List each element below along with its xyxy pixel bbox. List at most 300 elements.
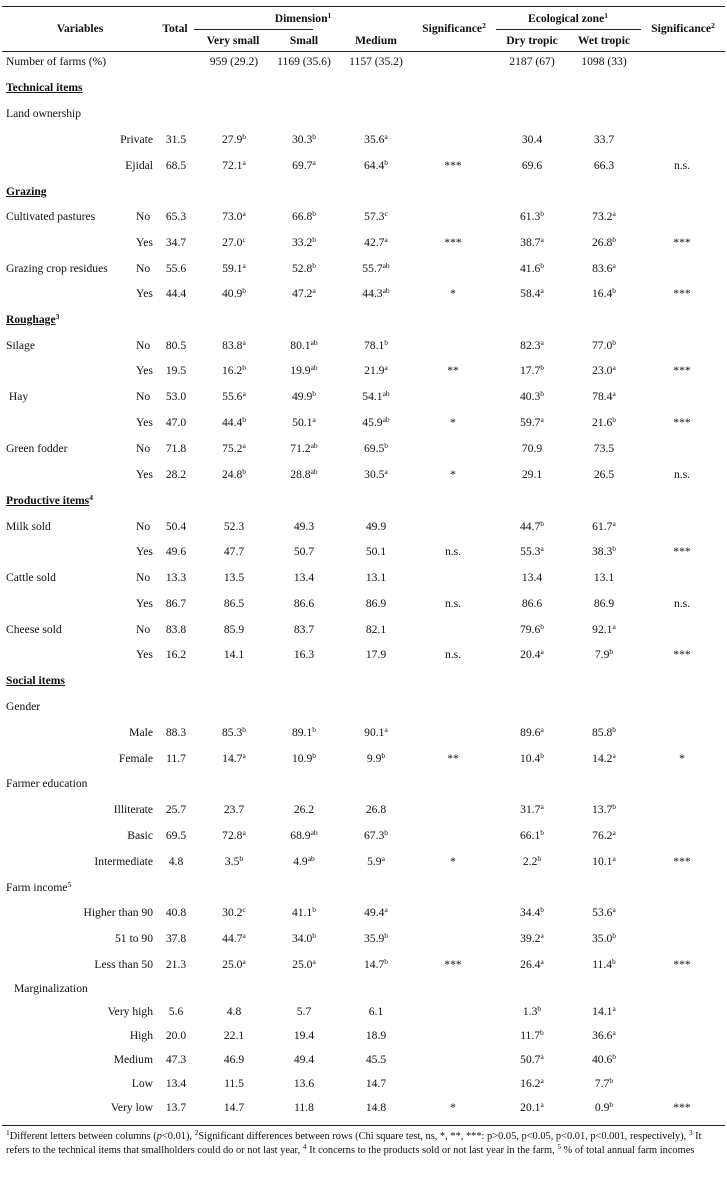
category-label: Yes [136, 597, 153, 610]
significance-letter: b [540, 389, 545, 398]
significance-letter: a [540, 1076, 544, 1085]
significance-letter: b [381, 751, 386, 760]
cell-sig2: *** [673, 648, 691, 661]
significance-letter: a [612, 1004, 616, 1013]
significance-letter: a [312, 415, 316, 424]
significance-letter: a [540, 415, 544, 424]
cell-md: 35.9$^b$ [363, 931, 389, 945]
cell-wet: 10.1$^a$ [592, 854, 616, 868]
category-label: No [136, 571, 151, 584]
significance-letter: a [381, 854, 385, 863]
significance-letter: ab [382, 261, 390, 270]
significance-letter: b [312, 261, 317, 270]
group-label: Marginalization [14, 982, 88, 995]
cell-wet: 11.4$^b$ [592, 957, 616, 971]
cell-tot: 49.6 [165, 545, 187, 558]
cell-wet: 23.0$^a$ [592, 363, 616, 377]
significance-letter: b [312, 725, 317, 734]
cell-tot: 25.7 [165, 803, 187, 816]
cell-sm: 11.8 [294, 1101, 314, 1114]
cell-wet: 16.4$^b$ [591, 286, 617, 300]
cell-tot: 44.4 [165, 287, 187, 300]
significance-letter: b [312, 389, 317, 398]
section-heading: Social items [6, 674, 65, 687]
significance-letter: a [612, 261, 616, 270]
cell-wet: 83.6$^a$ [592, 261, 616, 275]
category-label: Yes [136, 416, 153, 429]
significance-letter: a [612, 209, 616, 218]
significance-letter: c [242, 235, 246, 244]
cell-sig2: *** [673, 855, 691, 868]
significance-letter: b [540, 751, 545, 760]
cell-tot: 80.5 [165, 339, 187, 352]
cell-sm: 33.2$^b$ [291, 235, 317, 249]
significance-letter: b [612, 1052, 617, 1061]
significance-letter: b [540, 261, 545, 270]
cell-wet: 85.8$^b$ [591, 725, 617, 739]
cell-sm: 25.0$^a$ [292, 957, 316, 971]
cell-sig2: *** [673, 416, 691, 429]
significance-letter: ab [382, 415, 390, 424]
cell-vs: 46.9 [223, 1053, 245, 1066]
cell-sig: * [450, 855, 456, 868]
cell-dry: 26.4$^a$ [520, 957, 544, 971]
cell-md: 45.5 [365, 1053, 387, 1066]
cell-dry: 86.6 [521, 597, 543, 610]
cell-sm: 5.7 [296, 1005, 312, 1018]
significance-letter: a [612, 854, 616, 863]
header-medium: Medium [355, 34, 397, 47]
cell-sm: 71.2$^{ab}$ [290, 441, 318, 455]
cell-dry: 50.7$^a$ [520, 1052, 544, 1066]
cell-wet: 61.7$^a$ [592, 519, 616, 533]
significance-letter: b [540, 828, 545, 837]
significance-letter: a [612, 1028, 616, 1037]
significance-letter: a [384, 905, 388, 914]
significance-letter: b [612, 957, 616, 966]
cell-wet: 86.9 [593, 597, 615, 610]
cell-wet: 38.3$^b$ [591, 544, 617, 558]
cell-wet: 13.1 [593, 571, 615, 584]
cell-sig2: n.s. [673, 159, 691, 172]
section-heading: Technical items [6, 81, 83, 94]
significance-letter: b [612, 802, 617, 811]
significance-letter: a [312, 957, 316, 966]
significance-letter: b [609, 1100, 614, 1109]
category-label: Yes [136, 236, 153, 249]
category-label: Yes [136, 287, 153, 300]
cell-vs: 55.6$^a$ [222, 389, 246, 403]
cell-sig: *** [444, 236, 462, 249]
significance-letter: b [612, 544, 617, 553]
category-label: Less than 50 [94, 958, 153, 971]
significance-letter: a [612, 905, 616, 914]
cell-dry: 1.3$^b$ [522, 1004, 542, 1018]
variable-label: Silage [6, 339, 35, 352]
cell-sm: 26.2 [293, 803, 315, 816]
cell-vs: 24.8$^b$ [221, 467, 247, 481]
cell-sm: 50.1$^a$ [292, 415, 316, 429]
cell-tot: 88.3 [165, 726, 187, 739]
significance-letter: b [612, 415, 617, 424]
cell-sig: ** [447, 364, 459, 377]
cell-vs: 27.9$^b$ [221, 132, 247, 146]
cell-dry: 30.4 [521, 133, 543, 146]
cell-wet: 1098 (33) [581, 55, 627, 68]
category-label: Yes [136, 648, 153, 661]
cell-dry: 10.4$^b$ [519, 751, 545, 765]
cell-sig2: *** [673, 545, 691, 558]
variable-label: Cattle sold [6, 571, 56, 584]
cell-wet: 73.5 [593, 442, 615, 455]
group-label: Farm income$^5$ [6, 880, 72, 894]
cell-md: 86.9 [365, 597, 387, 610]
significance-letter: b [384, 931, 389, 940]
category-label: Yes [136, 468, 153, 481]
ecological-zone-underline [496, 29, 641, 30]
cell-sm: 4.9$^{ab}$ [293, 854, 315, 868]
significance-letter: a [242, 338, 246, 347]
significance-letter: b [612, 338, 617, 347]
cell-wet: 21.6$^b$ [591, 415, 617, 429]
significance-letter: b [540, 363, 545, 372]
significance-letter: a [540, 957, 544, 966]
header-dry-tropic: Dry tropic [506, 34, 558, 47]
cell-sm: 83.7 [293, 623, 315, 636]
cell-vs: 86.5 [223, 597, 245, 610]
category-label: Private [120, 133, 153, 146]
cell-wet: 92.1$^a$ [592, 622, 616, 636]
cell-md: 57.3$^c$ [364, 209, 388, 223]
significance-letter: a [540, 286, 544, 295]
cell-tot: 37.8 [165, 932, 187, 945]
cell-sm: 41.1$^b$ [291, 905, 317, 919]
cell-sm: 80.1$^{ab}$ [290, 338, 318, 352]
significance-letter: a [612, 389, 616, 398]
cell-sig: * [450, 287, 456, 300]
group-label: Land ownership [6, 107, 82, 120]
cell-sm: 52.8$^b$ [291, 261, 317, 275]
significance-letter: a [242, 158, 246, 167]
cell-md: 44.3$^{ab}$ [362, 286, 390, 300]
significance-letter: a [384, 235, 388, 244]
header-ecological-zone: Ecological zone$^1$ [527, 11, 609, 25]
significance-letter: b [312, 235, 317, 244]
cell-sm: 28.8$^{ab}$ [290, 467, 318, 481]
category-label: No [136, 262, 151, 275]
significance-letter: b [540, 209, 545, 218]
cell-vs: 52.3 [223, 520, 245, 533]
cell-vs: 44.7$^a$ [222, 931, 246, 945]
cell-md: 55.7$^{ab}$ [362, 261, 390, 275]
category-label: No [136, 339, 151, 352]
cell-wet: 77.0$^b$ [591, 338, 617, 352]
cell-tot: 83.8 [165, 623, 187, 636]
cell-vs: 72.8$^a$ [222, 828, 246, 842]
cell-dry: 55.3$^a$ [520, 544, 544, 558]
significance-letter: a [312, 158, 316, 167]
category-label: Very low [110, 1101, 153, 1114]
cell-tot: 31.5 [165, 133, 187, 146]
category-label: Illiterate [113, 803, 153, 816]
cell-vs: 85.9 [223, 623, 245, 636]
cell-vs: 23.7 [223, 803, 245, 816]
cell-dry: 40.3$^b$ [519, 389, 545, 403]
significance-letter: a [540, 802, 544, 811]
cell-sm: 47.2$^a$ [292, 286, 316, 300]
significance-letter: ab [310, 338, 318, 347]
significance-letter: a [612, 828, 616, 837]
significance-letter: b [612, 931, 617, 940]
cell-md: 67.3$^b$ [363, 828, 389, 842]
category-label: Higher than 90 [83, 906, 153, 919]
significance-letter: a [612, 363, 616, 372]
category-label: Low [131, 1077, 153, 1090]
significance-letter: c [384, 209, 388, 218]
cell-vs: 14.7 [223, 1101, 245, 1114]
significance-letter: b [609, 1076, 614, 1085]
cell-vs: 959 (29.2) [209, 55, 259, 68]
cell-wet: 13.7$^b$ [591, 802, 617, 816]
significance-letter: a [540, 647, 544, 656]
significance-letter: a [540, 931, 544, 940]
header-small: Small [289, 34, 319, 47]
cell-vs: 13.5 [223, 571, 245, 584]
cell-dry: 89.6$^a$ [520, 725, 544, 739]
cell-dry: 34.4$^b$ [519, 905, 545, 919]
cell-tot: 69.5 [165, 829, 187, 842]
significance-letter: b [312, 751, 317, 760]
variable-label: Number of farms (%) [6, 55, 107, 68]
cell-sig: * [450, 468, 456, 481]
category-label: Intermediate [94, 855, 153, 868]
cell-md: 1157 (35.2) [349, 55, 403, 68]
cell-md: 45.9$^{ab}$ [362, 415, 390, 429]
category-label: No [136, 623, 151, 636]
cell-vs: 11.5 [224, 1077, 244, 1090]
cell-dry: 69.6 [521, 159, 543, 172]
significance-letter: a [242, 389, 246, 398]
cell-dry: 17.7$^b$ [519, 363, 545, 377]
cell-md: 35.6$^a$ [364, 132, 388, 146]
cell-vs: 25.0$^a$ [222, 957, 246, 971]
cell-sig: n.s. [444, 648, 462, 661]
significance-letter: b [537, 854, 542, 863]
header-wet-tropic: Wet tropic [577, 34, 631, 47]
cell-wet: 40.6$^b$ [591, 1052, 617, 1066]
cell-tot: 13.4 [165, 1077, 187, 1090]
cell-wet: 35.0$^b$ [591, 931, 617, 945]
cell-vs: 27.0$^c$ [222, 235, 246, 249]
significance-letter: ab [382, 389, 390, 398]
significance-letter: b [609, 647, 614, 656]
category-label: Ejidal [125, 159, 153, 172]
significance-letter: b [384, 828, 389, 837]
cell-sm: 19.4 [293, 1029, 315, 1042]
cell-dry: 29.1 [521, 468, 543, 481]
cell-tot: 19.5 [165, 364, 187, 377]
cell-md: 30.5$^a$ [364, 467, 388, 481]
significance-letter: ab [310, 441, 318, 450]
category-label: Very high [107, 1005, 153, 1018]
cell-tot: 28.2 [165, 468, 187, 481]
cell-md: 17.9 [365, 648, 387, 661]
significance-letter: b [239, 854, 244, 863]
cell-sig2: * [679, 752, 685, 765]
cell-dry: 66.1$^b$ [519, 828, 545, 842]
significance-letter: b [242, 286, 247, 295]
cell-wet: 66.3 [593, 159, 615, 172]
cell-wet: 14.1$^a$ [592, 1004, 616, 1018]
header-variables: Variables [56, 22, 104, 35]
cell-tot: 55.6 [165, 262, 187, 275]
significance-letter: b [540, 519, 545, 528]
cell-dry: 20.4$^a$ [520, 647, 544, 661]
significance-letter: a [612, 519, 616, 528]
cell-md: 42.7$^a$ [364, 235, 388, 249]
cell-md: 26.8 [365, 803, 387, 816]
category-label: Yes [136, 364, 153, 377]
cell-sig: *** [444, 958, 462, 971]
category-label: No [136, 210, 151, 223]
cell-md: 13.1 [365, 571, 387, 584]
significance-letter: a [612, 751, 616, 760]
table-bottom-rule [2, 1125, 725, 1126]
cell-md: 6.1 [368, 1005, 384, 1018]
cell-md: 50.1 [365, 545, 387, 558]
significance-letter: b [384, 441, 389, 450]
significance-letter: a [612, 622, 616, 631]
cell-md: 5.9$^a$ [367, 854, 385, 868]
cell-tot: 21.3 [165, 958, 187, 971]
cell-sm: 50.7 [293, 545, 315, 558]
cell-sm: 69.7$^a$ [292, 158, 316, 172]
cell-wet: 7.7$^b$ [594, 1076, 614, 1090]
cell-vs: 44.4$^b$ [221, 415, 247, 429]
cell-md: 64.4$^b$ [363, 158, 389, 172]
cell-vs: 22.1 [223, 1029, 245, 1042]
cell-vs: 14.1 [223, 648, 245, 661]
cell-tot: 65.3 [165, 210, 187, 223]
cell-wet: 78.4$^a$ [592, 389, 616, 403]
cell-tot: 4.8 [168, 855, 184, 868]
cell-sig2: n.s. [673, 468, 691, 481]
significance-letter: a [384, 363, 388, 372]
cell-md: 14.7 [365, 1077, 387, 1090]
cell-sig: * [450, 1101, 456, 1114]
significance-letter: b [242, 725, 247, 734]
significance-letter: a [540, 1052, 544, 1061]
cell-tot: 34.7 [165, 236, 187, 249]
cell-sm: 89.1$^b$ [291, 725, 317, 739]
cell-tot: 13.7 [165, 1101, 187, 1114]
cell-tot: 5.6 [168, 1005, 184, 1018]
cell-tot: 40.8 [165, 906, 187, 919]
cell-wet: 76.2$^a$ [592, 828, 616, 842]
cell-tot: 86.7 [165, 597, 187, 610]
cell-wet: 36.6$^a$ [592, 1028, 616, 1042]
cell-sm: 10.9$^b$ [291, 751, 317, 765]
cell-vs: 40.9$^b$ [221, 286, 247, 300]
significance-letter: ab [310, 363, 318, 372]
cell-sm: 16.3 [293, 648, 315, 661]
cell-sm: 30.3$^b$ [291, 132, 317, 146]
cell-dry: 82.3$^a$ [520, 338, 544, 352]
cell-dry: 11.7$^b$ [520, 1028, 544, 1042]
cell-sig2: *** [673, 958, 691, 971]
cell-dry: 59.7$^a$ [520, 415, 544, 429]
cell-md: 54.1$^{ab}$ [362, 389, 390, 403]
cell-sm: 49.4 [293, 1053, 315, 1066]
cell-dry: 38.7$^a$ [520, 235, 544, 249]
cell-wet: 73.2$^a$ [592, 209, 616, 223]
significance-letter: a [384, 467, 388, 476]
cell-sig: ** [447, 752, 459, 765]
significance-letter: ab [310, 828, 318, 837]
cell-md: 14.8 [365, 1101, 387, 1114]
significance-letter: b [312, 931, 317, 940]
significance-letter: ab [310, 467, 318, 476]
significance-letter: a [540, 544, 544, 553]
cell-md: 78.1$^b$ [363, 338, 389, 352]
cell-wet: 26.5 [593, 468, 615, 481]
cell-sm: 19.9$^{ab}$ [290, 363, 318, 377]
cell-wet: 7.9$^b$ [594, 647, 614, 661]
cell-md: 49.4$^a$ [364, 905, 388, 919]
significance-letter: b [242, 363, 247, 372]
cell-vs: 3.5$^b$ [224, 854, 244, 868]
cell-sm: 68.9$^{ab}$ [290, 828, 318, 842]
significance-letter: a [242, 209, 246, 218]
cell-md: 21.9$^a$ [364, 363, 388, 377]
significance-letter: b [384, 158, 389, 167]
cell-wet: 26.8$^b$ [591, 235, 617, 249]
significance-letter: b [312, 905, 317, 914]
significance-letter: b [540, 905, 545, 914]
header-bottom-rule [2, 51, 725, 52]
cell-dry: 16.2$^a$ [520, 1076, 544, 1090]
table-top-rule [2, 6, 725, 7]
cell-vs: 47.7 [223, 545, 245, 558]
significance-letter: a [242, 441, 246, 450]
cell-sig: * [450, 416, 456, 429]
category-label: Male [129, 726, 153, 739]
cell-tot: 47.3 [165, 1053, 187, 1066]
section-heading: Productive items$^4$ [6, 493, 93, 507]
cell-sig2: *** [673, 236, 691, 249]
cell-dry: 70.9 [521, 442, 543, 455]
significance-letter: a [384, 132, 388, 141]
cell-tot: 11.7 [166, 752, 186, 765]
significance-letter: b [384, 957, 389, 966]
cell-vs: 72.1$^a$ [222, 158, 246, 172]
cell-tot: 20.0 [165, 1029, 187, 1042]
cell-sm: 49.9$^b$ [291, 389, 317, 403]
header-total: Total [162, 22, 188, 35]
cell-md: 14.7$^b$ [363, 957, 389, 971]
cell-dry: 31.7$^a$ [520, 802, 544, 816]
category-label: Yes [136, 545, 153, 558]
cell-dry: 61.3$^b$ [519, 209, 545, 223]
cell-sig: n.s. [444, 545, 462, 558]
cell-md: 18.9 [365, 1029, 387, 1042]
cell-tot: 50.4 [165, 520, 187, 533]
significance-letter: a [242, 957, 246, 966]
group-label: Farmer education [6, 777, 88, 790]
cell-vs: 14.7$^a$ [222, 751, 246, 765]
significance-letter: b [540, 622, 545, 631]
cell-sm: 49.3 [293, 520, 315, 533]
